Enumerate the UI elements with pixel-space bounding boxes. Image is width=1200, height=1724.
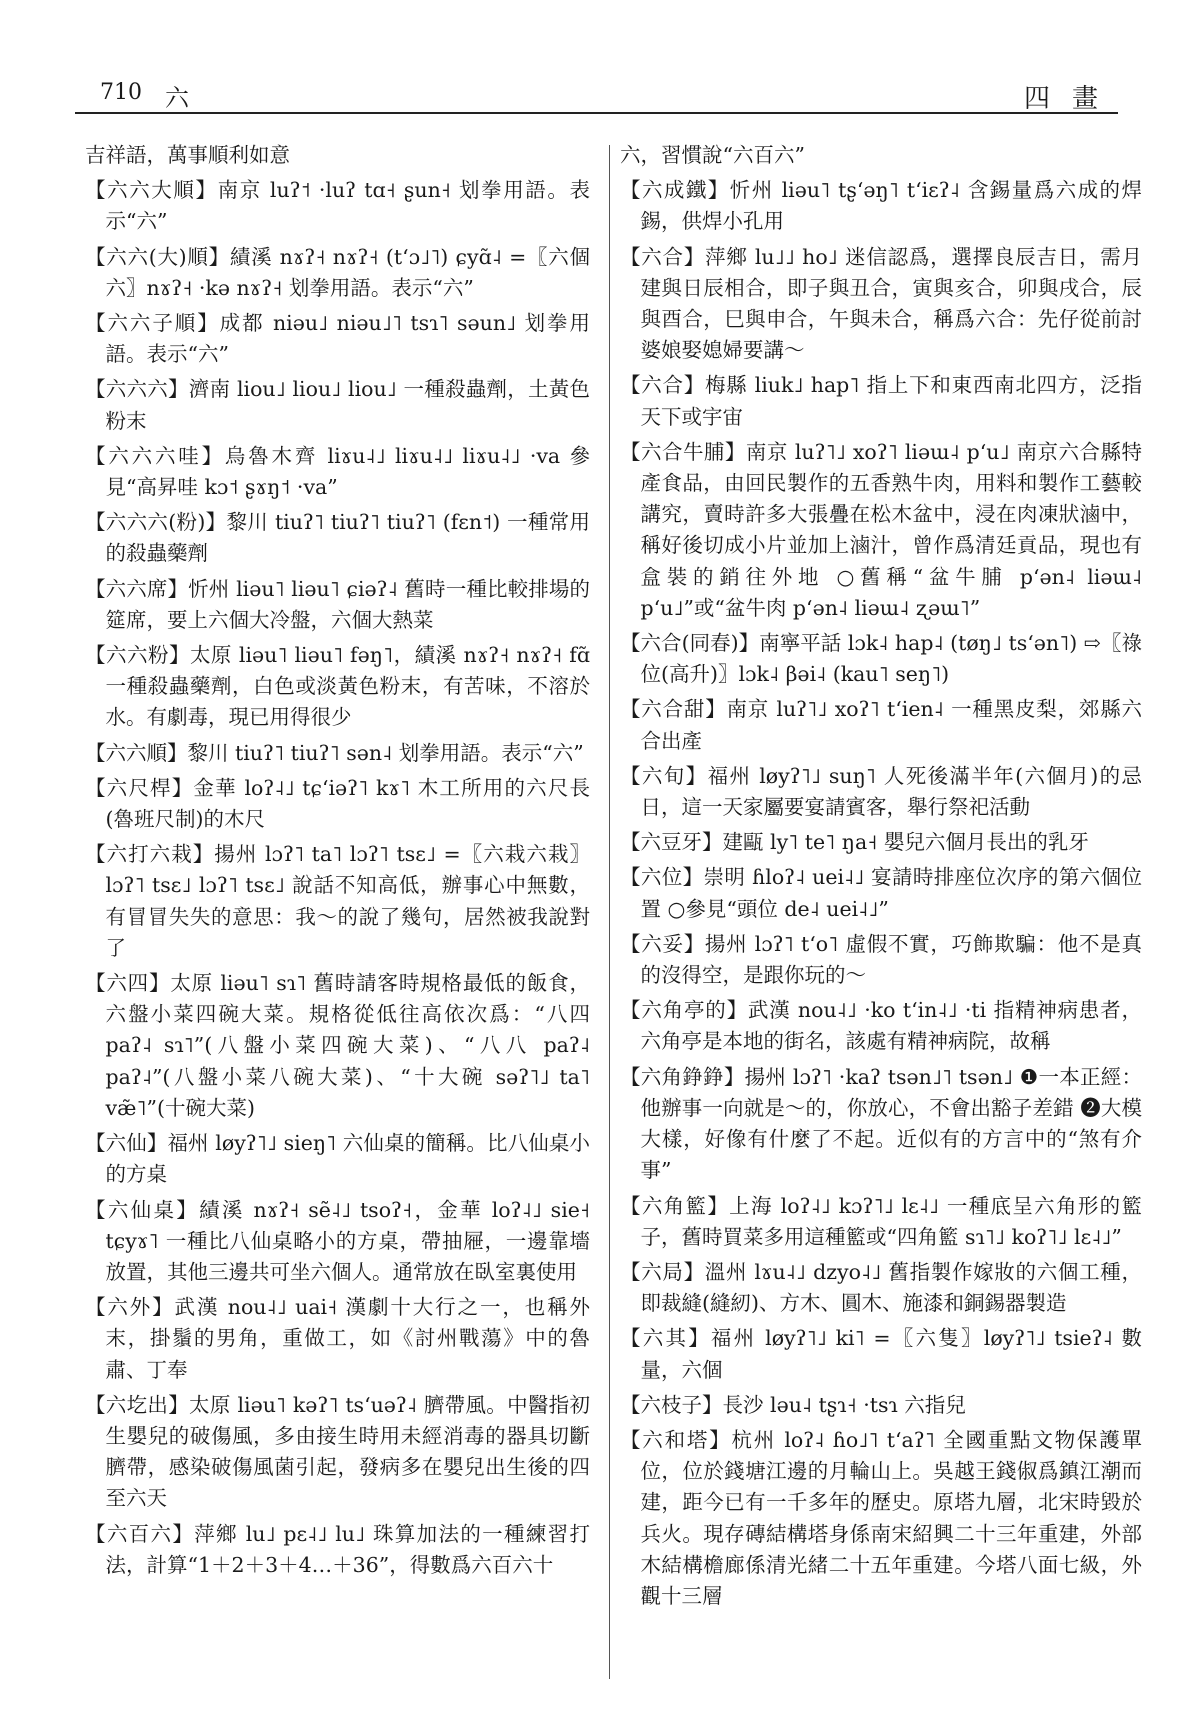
dictionary-entry: 【六旬】福州 løyʔ˥˩ suŋ˥ 人死後滿半年(六個月)的忌日，這一天家屬要宴請賓客，舉行祭祀活動	[620, 763, 1142, 820]
dictionary-entry: 【六位】崇明 ɦloʔ˨ uei˨˩ 宴請時排座位次序的第六個位置 ○參見“頭位 de˨ uei˨˩”	[620, 865, 1142, 921]
dictionary-entry: 【六角錚錚】揚州 lɔʔ˥ ·kaʔ tsən˩˥ tsən˩ ❶一本正經：他辦事一向就是～的，你放心，不會出豁子差錯 ❷大模大樣，好像有什麼了不起。近似有的方言中的“煞有介事”	[620, 1064, 1142, 1183]
column-divider	[609, 145, 610, 1679]
dictionary-entry: 【六局】溫州 lɤu˨˩ dzyo˨˩ 舊指製作嫁妝的六個工種，即裁縫(縫紉)、方木、圓木、施漆和銅錫器製造	[620, 1259, 1142, 1316]
dictionary-entry: 【六六順】黎川 tiuʔ˥ tiuʔ˥ sən˨ 划拳用語。表示“六”	[85, 740, 584, 765]
section-label: 四畫	[1023, 84, 1120, 114]
dictionary-entry: 【六枝子】長沙 ləu˨ tʂɿ˧ ·tsɿ 六指兒	[620, 1392, 966, 1417]
dictionary-entry: 【六四】太原 liəu˥ sɿ˥ 舊時請客時規格最低的飯食，六盤小菜四碗大菜。規格從低往高依次爲：“八四 paʔ˨ sɿ˥”(八盤小菜四碗大菜)、“八八 paʔ˨ paʔ˨”(八盤小菜八碗大菜)、“十大碗 səʔ˥˩ ta˥ væ̃˥”(十碗大菜)	[85, 971, 590, 1120]
continuation-text: 吉祥語，萬事順利如意	[85, 143, 290, 167]
page-header	[75, 78, 1120, 112]
dictionary-entry: 【六打六栽】揚州 lɔʔ˥ ta˥ lɔʔ˥ tsɛ˩ =〖六栽六栽〗lɔʔ˥ tsɛ˩ lɔʔ˥ tsɛ˩ 說話不知高低，辦事心中無數，有冒冒失失的意思：我～的說了幾句，居然被我說對了	[85, 842, 590, 960]
dictionary-entry: 【六六粉】太原 liəu˥ liəu˥ fəŋ˥，績溪 nɤʔ˧ nɤʔ˧ fɑ̃ 一種殺蟲藥劑，白色或淡黃色粉末，有苦味，不溶於水。有劇毒，現已用得很少	[85, 643, 590, 730]
dictionary-entry: 【六六子順】成都 niəu˩ niəu˩˥ tsɿ˥ səun˩ 划拳用語。表示“六”	[85, 311, 590, 367]
dictionary-entry: 【六外】武漢 nou˨˩ uai˧ 漢劇十大行之一，也稱外末，掛鬚的男角，重做工，如《討州戰蕩》中的魯肅、丁奉	[85, 1295, 590, 1382]
dictionary-entry: 【六合甜】南京 luʔ˥˩ xoʔ˥ tʻien˨ 一種黑皮梨，郊縣六合出產	[620, 697, 1142, 753]
header-rule	[75, 112, 1118, 114]
dictionary-entry: 【六合牛脯】南京 luʔ˥˩ xoʔ˥ liəɯ˨ pʻu˩ 南京六合縣特產食品，由回民製作的五香熟牛肉，用料和製作工藝較講究，賣時許多大張疊在松木盆中，浸在肉凍狀滷中，稱好後切成小片並加上滷汁，曾作爲清廷貢品，現也有盒裝的銷往外地 ○舊稱“盆牛脯 pʻən˨ liəɯ˨ pʻu˩”或“盆牛肉 pʻən˨ liəɯ˨ ʐəɯ˥”	[620, 439, 1142, 620]
dictionary-entry: 【六和塔】杭州 loʔ˨ ɦo˩˥ tʻaʔ˥ 全國重點文物保護單位，位於錢塘江邊的月輪山上。吳越王錢俶爲鎮江潮而建，距今已有一千多年的歷史。原塔九層，北宋時毀於兵火。現存磚結構塔身係南宋紹興二十三年重建，外部木結構檐廊係清光緒二十五年重建。今塔八面七級，外觀十三層	[620, 1427, 1142, 1608]
dictionary-entry: 【六妥】揚州 lɔʔ˥ tʻo˥ 虛假不實，巧飾欺騙：他不是真的沒得空，是跟你玩的～	[620, 931, 1142, 988]
dictionary-entry: 【六合(同春)】南寧平話 lɔk˨ hap˨ (tøŋ˩ tsʻən˥) ⇨〖祿位(高升)〗lɔk˨ βəi˨ (kau˥ seŋ˥)	[620, 631, 1142, 687]
dictionary-entry: 【六合】萍鄉 lu˩˩ ho˩ 迷信認爲，選擇良辰吉日，需月建與日辰相合，即子與丑合，寅與亥合，卯與戌合，辰與酉合，巳與申合，午與未合，稱爲六合：先仔從前討婆娘娶媳婦要講～	[620, 244, 1142, 363]
dictionary-entry: 【六圪出】太原 liəu˥ kəʔ˥ tsʻuəʔ˨ 臍帶風。中醫指初生嬰兒的破傷風，多由接生時用未經消毒的器具切斷臍帶，感染破傷風菌引起，發病多在嬰兒出生後的四至六天	[85, 1392, 590, 1511]
dictionary-entry: 【六合】梅縣 liuk˩ hap˥ 指上下和東西南北四方，泛指天下或宇宙	[620, 373, 1142, 429]
dictionary-entry: 【六六六】濟南 liou˩ liou˩ liou˩ 一種殺蟲劑，土黃色粉末	[85, 377, 590, 433]
dictionary-entry: 【六六六(粉)】黎川 tiuʔ˥ tiuʔ˥ tiuʔ˥ (fɛn˦) 一種常用的殺蟲藥劑	[85, 510, 590, 566]
head-character: 六	[165, 84, 189, 112]
dictionary-entry: 【六六席】忻州 liəu˥ liəu˥ ɕiəʔ˨ 舊時一種比較排場的筵席，要上六個大冷盤，六個大熱菜	[85, 576, 590, 632]
dictionary-entry: 【六尺桿】金華 loʔ˨˩ tɕʻiəʔ˥ kɤ˥ 木工所用的六尺長(魯班尺制)的木尺	[85, 775, 590, 832]
dictionary-entry: 【六成鐵】忻州 liəu˥ tʂʻəŋ˥ tʻiɛʔ˨ 含錫量爲六成的焊錫，供焊小孔用	[620, 178, 1142, 234]
dictionary-entry: 【六六六哇】烏魯木齊 liɤu˨˩ liɤu˨˩ liɤu˨˩ ·va 參見“高昇哇 kɔ˦ ʂɤŋ˦ ·va”	[85, 443, 590, 500]
dictionary-entry: 【六仙】福州 løyʔ˥˩ sieŋ˥ 六仙桌的簡稱。比八仙桌小的方桌	[85, 1131, 590, 1187]
dictionary-entry: 【六六大順】南京 luʔ˦ ·luʔ tɑ˧ ʂun˧ 划拳用語。表示“六”	[85, 178, 590, 234]
dictionary-entry: 【六六(大)順】績溪 nɤʔ˧ nɤʔ˧ (tʻɔ˩˥) ɕyɑ̃˨ =〖六個六〗nɤʔ˧ ·kə nɤʔ˧ 划拳用語。表示“六”	[85, 244, 590, 300]
page-number: 710	[100, 80, 142, 105]
dictionary-entry: 【六其】福州 løyʔ˥˩ ki˥ =〖六隻〗løyʔ˥˩ tsieʔ˨ 數量，六個	[620, 1326, 1142, 1382]
right-column	[620, 140, 1142, 1616]
dictionary-entry: 【六仙桌】績溪 nɤʔ˧ sẽ˨˩ tsoʔ˧，金華 loʔ˨˩ sie˧ tɕyɤ˥ 一種比八仙桌略小的方桌，帶抽屜，一邊靠墻放置，其他三邊共可坐六個人。通常放在臥室裏使用	[85, 1197, 590, 1284]
dictionary-entry: 【六角籃】上海 loʔ˨˩ kɔʔ˥˩ lɛ˨˩ 一種底呈六角形的籃子，舊時買菜多用這種籃或“四角籃 sɿ˥˩ koʔ˥˩ lɛ˨˩”	[620, 1193, 1142, 1249]
continuation-text: 六，習慣說“六百六”	[620, 143, 805, 167]
left-column	[85, 140, 590, 1585]
dictionary-entry: 【六百六】萍鄉 lu˩ pɛ˨˩ lu˩ 珠算加法的一種練習打法，計算“1＋2＋3＋4…＋36”，得數爲六百六十	[85, 1521, 590, 1577]
dictionary-entry: 【六角亭的】武漢 nou˨˩ ·ko tʻin˨˩ ·ti 指精神病患者，六角亭是本地的街名，該處有精神病院，故稱	[620, 998, 1142, 1054]
dictionary-entry: 【六豆牙】建甌 ly˥ te˥ ŋa˧ 嬰兒六個月長出的乳牙	[620, 830, 1089, 855]
